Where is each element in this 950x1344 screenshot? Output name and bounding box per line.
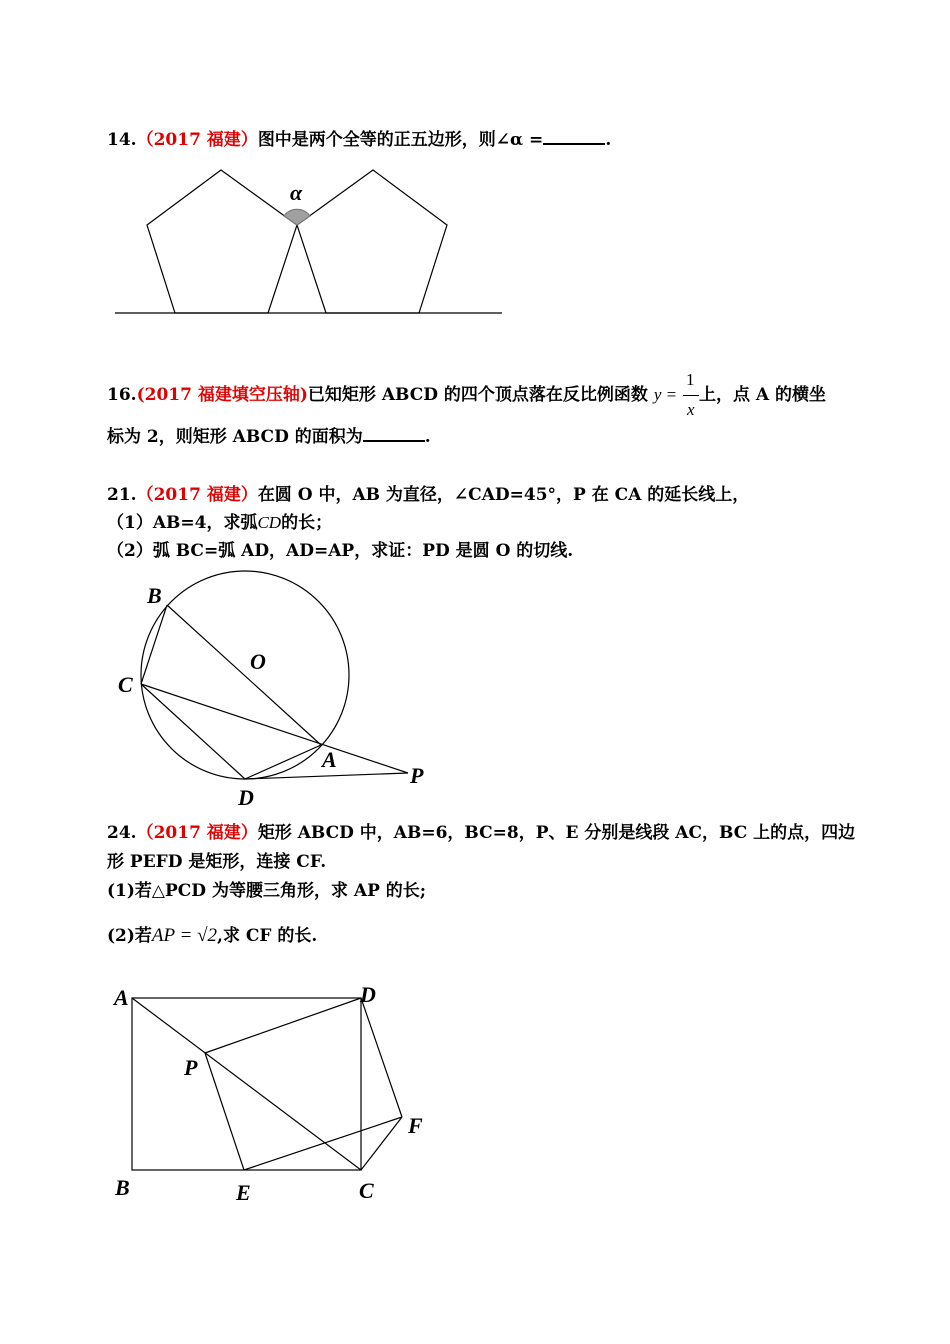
q21-label-b: B	[147, 583, 162, 608]
q24-part2-math: AP = √2	[151, 925, 218, 946]
q24-number: 24.	[107, 823, 137, 843]
q14-end: .	[605, 130, 612, 150]
q21-label-d: D	[238, 785, 254, 810]
q14-figure	[115, 170, 502, 313]
q21-label-p: P	[410, 763, 424, 788]
q24-part1-text: (1)若△PCD 为等腰三角形，求 AP 的长;	[107, 881, 427, 901]
q24-segment-df	[361, 998, 402, 1117]
q24-text: 矩形 ABCD 中，AB=6，BC=8，P、E 分别是线段 AC，BC 上的点，四边	[257, 823, 856, 843]
q21-segment-da	[245, 745, 321, 779]
q14-number: 14.	[107, 130, 137, 150]
q24-diagonal-ac	[132, 998, 361, 1170]
q16-frac-den: x	[687, 399, 695, 419]
q24-segment-fe	[244, 1117, 402, 1170]
q24-source: （2017 福建）	[136, 823, 258, 843]
q24-label-d: D	[360, 982, 376, 1007]
q16-end: .	[424, 427, 431, 447]
q24-label-c: C	[359, 1178, 374, 1203]
q21-text: 在圆 O 中，AB 为直径，∠CAD=45°，P 在 CA 的延长线上，	[257, 485, 750, 505]
q14-pentagon-right	[297, 170, 447, 313]
q16-source: (2017 福建填空压轴)	[136, 385, 308, 405]
q14-angle-alpha-mark	[284, 209, 310, 225]
q16-text-b: 上，点 A 的横坐	[699, 385, 827, 405]
q16-func-lhs: y =	[653, 385, 678, 404]
q24-label-e: E	[236, 1180, 251, 1205]
q21-label-c: C	[118, 672, 133, 697]
q24-label-a: A	[114, 985, 129, 1010]
q24-part2-text: (2)若	[107, 926, 152, 946]
q21-number: 21.	[107, 485, 137, 505]
q24-label-p: P	[184, 1055, 198, 1080]
q21-part1-text: （1）AB=4，求弧	[107, 513, 258, 533]
q21-segment-bc	[141, 605, 167, 684]
q14-alpha-label: α	[290, 180, 303, 205]
q21-diameter-ab	[167, 605, 321, 745]
q24-segment-cf	[361, 1117, 402, 1170]
q21-figure	[141, 571, 408, 779]
q24-line2-text: 形 PEFD 是矩形，连接 CF.	[107, 852, 327, 872]
q21-source: （2017 福建）	[136, 485, 258, 505]
q14-source: （2017 福建）	[136, 130, 258, 150]
q24-segment-pd	[205, 998, 361, 1053]
q24-part2-end: ,求 CF 的长.	[217, 926, 318, 946]
q16-number: 16.	[107, 385, 137, 405]
q14-pentagon-left	[147, 170, 297, 313]
q21-line-cp	[141, 684, 408, 773]
q21-part1-end: 的长；	[281, 513, 333, 533]
q21-label-a: A	[322, 747, 337, 772]
q24-label-f: F	[408, 1113, 423, 1138]
q16-frac-num: 1	[686, 369, 695, 389]
q24-label-b: B	[115, 1175, 130, 1200]
q16-text-a: 已知矩形 ABCD 的四个顶点落在反比例函数	[307, 385, 648, 405]
q21-circle	[141, 571, 349, 779]
q24-segment-ep	[205, 1053, 244, 1170]
q21-label-o: O	[250, 649, 266, 674]
q21-part1-arc: CD	[257, 513, 282, 532]
q24-figure	[132, 998, 402, 1170]
q14-text: 图中是两个全等的正五边形，则∠α =	[257, 130, 544, 150]
q16-line2-text: 标为 2，则矩形 ABCD 的面积为	[107, 427, 363, 447]
q21-part2-text: （2）弧 BC=弧 AD，AD=AP，求证：PD 是圆 O 的切线.	[107, 541, 574, 561]
